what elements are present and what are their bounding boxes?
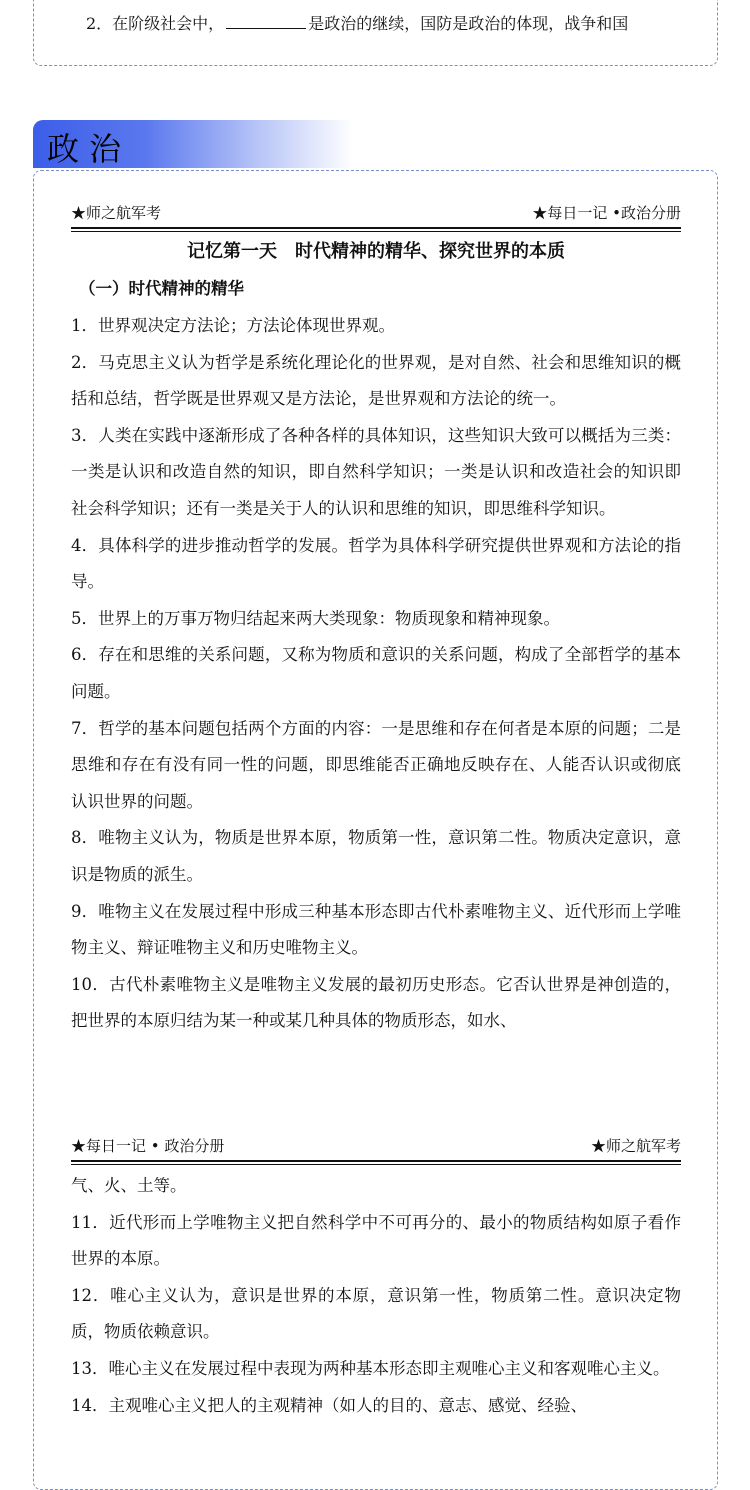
list-item: 9．唯物主义在发展过程中形成三种基本形态即古代朴素唯物主义、近代形而上学唯物主义、辩证唯物主义和历史唯物主义。 — [71, 901, 681, 958]
question-suffix: 是政治的继续，国防是政治的体现，战争和国 — [308, 14, 629, 33]
page-header-2 — [71, 1134, 681, 1156]
section-tab — [33, 120, 353, 168]
header-rule-2 — [71, 1160, 681, 1165]
list-item: 5．世界上的万事万物归结起来两大类现象：物质现象和精神现象。 — [71, 608, 560, 628]
list-item: 气、火、土等。 — [71, 1176, 187, 1195]
header-rule — [71, 227, 681, 232]
page-header-2-left: ★每日一记 • 政治分册 — [71, 1137, 225, 1155]
previous-section-box — [33, 0, 718, 66]
list-item: 14．主观唯心主义把人的主观精神（如人的目的、意志、感觉、经验、 — [71, 1395, 587, 1415]
section-title: 政治 — [47, 130, 132, 168]
item-list-page2 — [71, 1168, 681, 1424]
page-header-left: ★师之航军考 — [71, 204, 162, 222]
page-header — [71, 201, 681, 223]
question-line — [86, 11, 628, 34]
item-list-page1 — [71, 308, 681, 1040]
fill-blank — [226, 14, 306, 29]
list-item: 3．人类在实践中逐渐形成了各种各样的具体知识，这些知识大致可以概括为三类：一类是认识和改造自然的知识，即自然科学知识；一类是认识和改造社会的知识即社会科学知识；还有一类是关于人的认识和思维的知识，即思维科学知识。 — [71, 425, 681, 518]
question-prefix: 2．在阶级社会中， — [86, 14, 225, 33]
list-item: 8．唯物主义认为，物质是世界本原，物质第一性，意识第二性。物质决定意识，意识是物质的派生。 — [71, 828, 681, 884]
list-item: 6．存在和思维的关系问题，又称为物质和意识的关系问题，构成了全部哲学的基本问题。 — [71, 645, 681, 701]
list-item: 7．哲学的基本问题包括两个方面的内容：一是思维和存在何者是本原的问题；二是思维和存在有没有同一性的问题，即思维能否正确地反映存在、人能否认识或彻底认识世界的问题。 — [71, 718, 681, 811]
page-header-right: ★每日一记 •政治分册 — [532, 204, 681, 222]
main-content-box — [33, 170, 718, 1490]
list-item: 13．唯心主义在发展过程中表现为两种基本形态即主观唯心主义和客观唯心主义。 — [71, 1358, 670, 1378]
list-item: 4．具体科学的进步推动哲学的发展。哲学为具体科学研究提供世界观和方法论的指导。 — [71, 535, 681, 592]
chapter-title: 记忆第一天 时代精神的精华、探究世界的本质 — [187, 241, 565, 262]
page-header-2-right: ★师之航军考 — [590, 1137, 681, 1155]
subsection-title: （一）时代精神的精华 — [79, 279, 244, 298]
list-item: 1．世界观决定方法论；方法论体现世界观。 — [71, 316, 395, 335]
list-item: 2．马克思主义认为哲学是系统化理论化的世界观，是对自然、社会和思维知识的概括和总结，哲学既是世界观又是方法论，是世界观和方法论的统一。 — [71, 352, 681, 409]
list-item: 11．近代形而上学唯物主义把自然科学中不可再分的、最小的物质结构如原子看作世界的本原。 — [71, 1212, 681, 1269]
list-item: 10．古代朴素唯物主义是唯物主义发展的最初历史形态。它否认世界是神创造的，把世界的本原归结为某一种或某几种具体的物质形态，如水、 — [71, 974, 681, 1031]
list-item: 12．唯心主义认为，意识是世界的本原，意识第一性，物质第二性。意识决定物质，物质依赖意识。 — [71, 1285, 681, 1342]
